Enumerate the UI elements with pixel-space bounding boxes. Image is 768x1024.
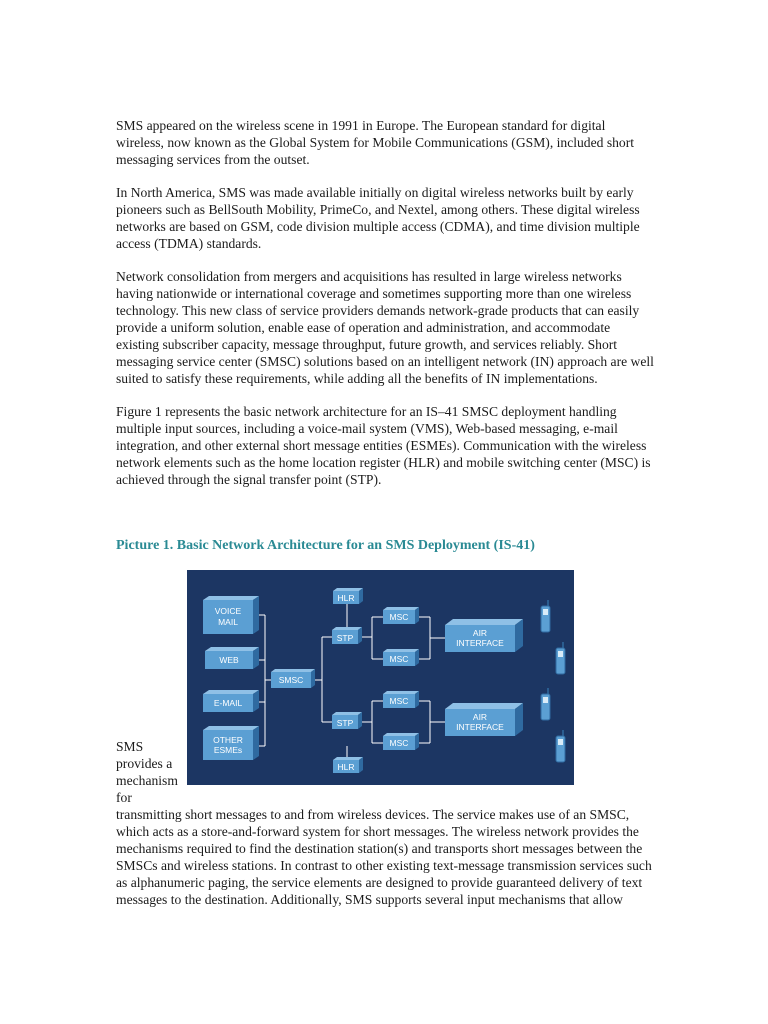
network-diagram <box>187 570 574 785</box>
hlr-bottom-label: HLR <box>337 762 355 772</box>
other-label-1: OTHER <box>213 735 243 745</box>
web-label: WEB <box>219 655 239 665</box>
voice-mail-label-2: MAIL <box>218 617 238 627</box>
smsc-label: SMSC <box>278 675 304 685</box>
air-top-label-1: AIR <box>472 628 488 638</box>
mobile-phones <box>536 598 576 768</box>
email-label: E-MAIL <box>213 698 243 708</box>
air-bottom-label-1: AIR <box>472 712 488 722</box>
air-top-label-2: INTERFACE <box>456 638 504 648</box>
paragraph-1: SMS appeared on the wireless scene in 1991 in Europe. The European standard for digital wireless, now known as the Global System for Mobile Communications (GSM), included short messaging services from the outset. <box>116 118 635 167</box>
stp-top-label: STP <box>336 633 354 643</box>
wrapped-text: SMS provides a mechanism for <box>116 739 178 805</box>
figure-caption: Picture 1. Basic Network Architecture for an SMS Deployment (IS-41) <box>116 538 535 553</box>
document-body <box>116 117 656 504</box>
mobile-phone-icon <box>556 642 565 674</box>
msc-1-label: MSC <box>389 612 409 622</box>
mobile-phone-icon <box>541 688 550 720</box>
paragraph-4: Figure 1 represents the basic network architecture for an IS–41 SMSC deployment handling multiple input sources, including a voice-mail system (VMS), Web-based messaging, e-mail integration, and other external short message entities (ESMEs). Communication with the wireless network elements such as the home location register (HLR) and mobile switching center (MSC) is achieved through the signal transfer point (STP). <box>116 404 651 487</box>
paragraph-3: Network consolidation from mergers and acquisitions has resulted in large wireless networks having nationwide or international coverage and sometimes supporting more than one wireless technology. This new class of service providers demands network-grade products that can easily provide a uniform solution, enable ease of operation and administration, and accommodate existing subscriber capacity, message throughput, future growth, and services reliably. Short messaging service center (SMSC) solutions based on an intelligent network (IN) approach are well suited to satisfy these requirements, while adding all the benefits of IN implementations. <box>116 269 654 386</box>
hlr-top-label: HLR <box>337 593 355 603</box>
continuation-paragraph: transmitting short messages to and from wireless devices. The service makes use of an SMSC, which acts as a store-and-forward system for short messages. The wireless network provides the mechanisms required to find the destination station(s) and transports short messages between the SMSCs and wireless stations. In contrast to other existing text-message transmission services such as alphanumeric paging, the service elements are designed to provide guaranteed delivery of text messages to the destination. Additionally, SMS supports several input mechanisms that allow <box>116 807 652 907</box>
other-label-2: ESMEs <box>213 745 243 755</box>
air-bottom-label-2: INTERFACE <box>456 722 504 732</box>
msc-3-label: MSC <box>389 696 409 706</box>
mobile-phone-icon <box>541 600 550 632</box>
paragraph-2: In North America, SMS was made available initially on digital wireless networks built by early pioneers such as BellSouth Mobility, PrimeCo, and Nextel, among others. These digital wireless networks are based on GSM, code division multiple access (CDMA), and time division multiple access (TDMA) standards. <box>116 185 640 251</box>
stp-bottom-label: STP <box>336 718 354 728</box>
voice-mail-label-1: VOICE <box>214 606 242 616</box>
mobile-phone-icon <box>556 730 565 762</box>
msc-4-label: MSC <box>389 738 409 748</box>
msc-2-label: MSC <box>389 654 409 664</box>
